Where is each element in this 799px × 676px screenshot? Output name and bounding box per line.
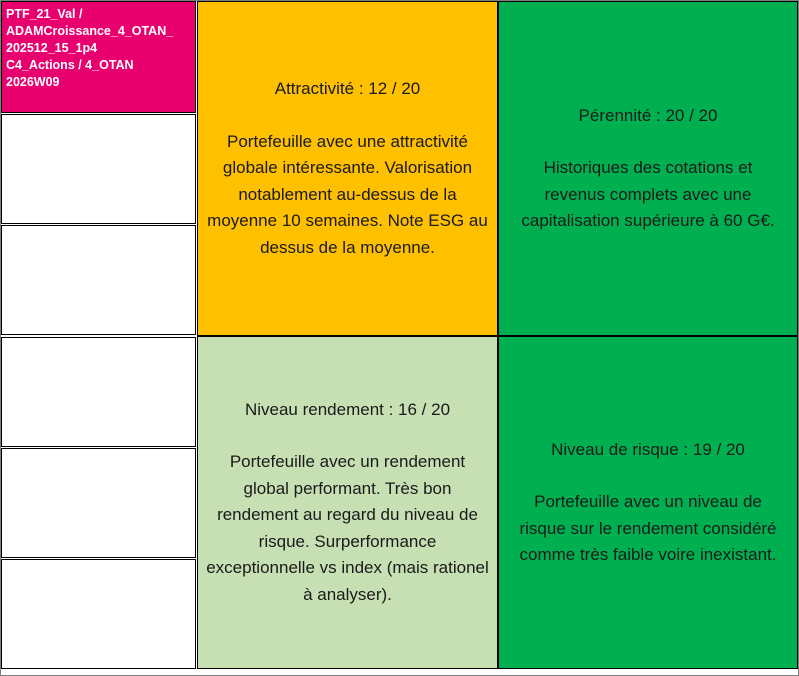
risque-description: Portefeuille avec un niveau de risque sur le rendement considéré comme très faible voire inexistant. [519,492,777,564]
rendement-description: Portefeuille avec un rendement global performant. Très bon rendement au regard du niveau de risque. Surperformance exceptionnelle vs index (mais rationel à analyser). [206,452,489,604]
attractivite-description: Portefeuille avec une attractivité globale intéressante. Valorisation notablement au-dessus de la moyenne 10 semaines. Note ESG au dessus de la moyenne. [207,131,488,257]
empty-cell [1,337,196,447]
risque-panel [498,336,798,669]
perennite-heading: Pérennité : 20 / 20 [578,105,718,125]
empty-cell [1,114,196,224]
attractivite-heading: Attractivité : 12 / 20 [274,79,421,98]
attractivite-panel [197,1,498,336]
perennite-description: Historiques des cotations et revenus complets avec une capitalisation supérieure à 60 G€. [521,158,775,230]
empty-cell [1,225,196,335]
rendement-panel [197,336,498,669]
portfolio-title: PTF_21_Val / ADAMCroissance_4_OTAN_ 202512_15_1p4 C4_Actions / 4_OTAN 2026W09 [1,1,196,113]
perennite-panel [498,1,798,336]
risque-heading: Niveau de risque : 19 / 20 [551,439,745,459]
empty-cell [1,559,196,669]
rendement-heading: Niveau rendement : 16 / 20 [244,399,451,419]
empty-cell [1,448,196,558]
